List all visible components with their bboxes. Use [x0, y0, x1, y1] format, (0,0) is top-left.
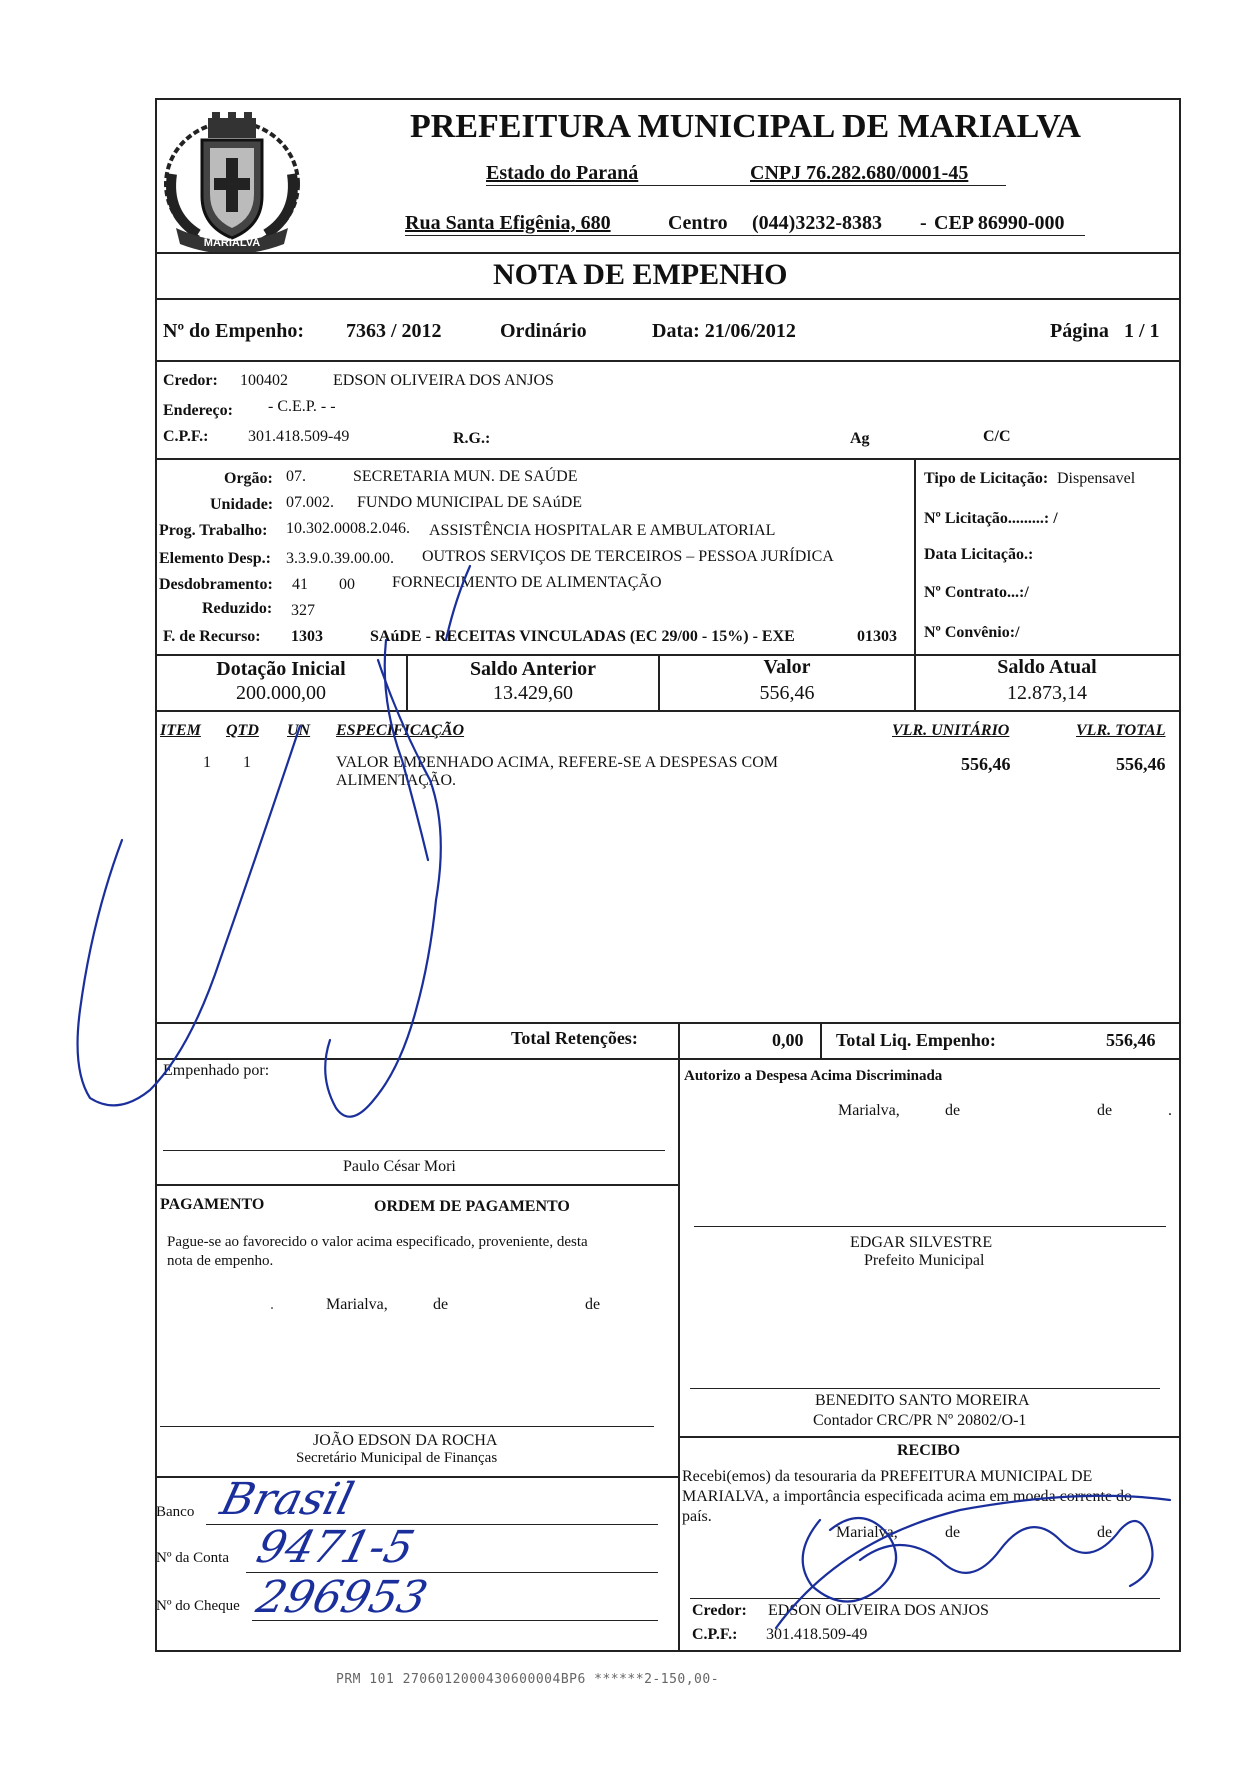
elem-name: OUTROS SERVIÇOS DE TERCEIROS – PESSOA JURÍDICA — [422, 548, 834, 565]
row-total: 556,46 — [1116, 754, 1166, 774]
saldo-rule — [155, 710, 1179, 712]
prefeito-role: Prefeito Municipal — [864, 1252, 985, 1269]
municipal-seal-icon — [158, 104, 306, 256]
right-date-dot: . — [1168, 1102, 1172, 1119]
totals-divider-2 — [820, 1022, 822, 1058]
saldo-anterior-label: Saldo Anterior — [469, 658, 597, 680]
recibo-title: RECIBO — [897, 1442, 961, 1459]
empenhado-name: Paulo César Mori — [343, 1158, 456, 1175]
empenho-date: Data: 21/06/2012 — [652, 320, 796, 342]
saldo-atual-label: Saldo Atual — [997, 656, 1097, 678]
credor-rule — [155, 458, 1179, 460]
cpf-label: C.P.F.: — [163, 428, 209, 445]
recurso-code: 1303 — [291, 628, 323, 645]
cheque-handwritten: 296953 — [251, 1572, 433, 1623]
orgao-name: SECRETARIA MUN. DE SAÚDE — [353, 468, 578, 485]
pagamento-rule — [155, 1184, 679, 1186]
banco-handwritten: Brasil — [215, 1474, 359, 1525]
header-state: Estado do Paraná — [486, 162, 639, 184]
right-date-place: Marialva, — [838, 1102, 900, 1119]
conta-label: Nº da Conta — [156, 1550, 229, 1566]
pague-line1: Pague-se ao favorecido o valor acima especificado, proveniente, desta — [167, 1234, 588, 1250]
contador-name: BENEDITO SANTO MOREIRA — [815, 1392, 1030, 1409]
recibo-rule — [678, 1436, 1179, 1438]
header-title: PREFEITURA MUNICIPAL DE MARIALVA — [410, 108, 1081, 145]
recibo-credor-label: Credor: — [692, 1602, 747, 1619]
conta-handwritten: 9471-5 — [251, 1522, 420, 1573]
data-licitacao: Data Licitação.: — [924, 546, 1034, 563]
empenho-label: Nº do Empenho: — [163, 320, 305, 342]
title-top-rule — [155, 252, 1179, 254]
page-label: Página — [1050, 320, 1109, 342]
credor-label: Credor: — [163, 372, 218, 389]
contador-role: Contador CRC/PR Nº 20802/O-1 — [813, 1412, 1027, 1429]
credor-code: 100402 — [240, 372, 288, 389]
totals-bottom-rule — [155, 1058, 1179, 1060]
cheque-label: Nº do Cheque — [156, 1598, 240, 1614]
desd-sub: 00 — [339, 576, 355, 593]
desd-label: Desdobramento: — [159, 576, 273, 593]
address-rule — [405, 235, 1085, 236]
left-date-de1: de — [433, 1296, 449, 1313]
title-bottom-rule — [155, 298, 1179, 300]
secretario-signature-line — [160, 1426, 654, 1427]
col-qtd: QTD — [226, 722, 259, 739]
orgao-code: 07. — [286, 468, 306, 485]
col-vlr-total: VLR. TOTAL — [1076, 722, 1166, 739]
rg-label: R.G.: — [453, 430, 491, 447]
col-especificacao: ESPECIFICAÇÃO — [336, 722, 465, 739]
header-rule — [486, 185, 1006, 186]
autorizo-label: Autorizo a Despesa Acima Discriminada — [684, 1068, 943, 1084]
prog-code: 10.302.0008.2.046. — [286, 520, 410, 537]
recibo-date-de2: de — [1097, 1524, 1113, 1541]
valor-value: 556,46 — [759, 682, 815, 704]
prog-label: Prog. Trabalho: — [159, 522, 268, 539]
liquido-value: 556,46 — [1106, 1030, 1156, 1050]
numero-convenio: Nº Convênio:/ — [924, 624, 1020, 641]
header-cep: CEP 86990-000 — [934, 212, 1065, 234]
header-phone: (044)3232-8383 — [752, 212, 882, 234]
budget-divider — [914, 458, 916, 654]
secretario-name: JOÃO EDSON DA ROCHA — [313, 1432, 498, 1449]
bottom-divider — [678, 1058, 680, 1650]
retencoes-value: 0,00 — [772, 1030, 804, 1050]
pagamento-label: PAGAMENTO — [160, 1196, 265, 1213]
tipo-licitacao-label: Tipo de Licitação: — [924, 470, 1049, 487]
row-qtd: 1 — [243, 754, 251, 771]
doc-title: NOTA DE EMPENHO — [493, 258, 788, 291]
right-date-de2: de — [1097, 1102, 1113, 1119]
prefeito-signature-line — [694, 1226, 1166, 1227]
endereco-value: - C.E.P. - - — [268, 398, 336, 415]
liquido-label: Total Liq. Empenho: — [836, 1030, 996, 1050]
col-un: UN — [287, 722, 311, 739]
cc-label: C/C — [983, 428, 1011, 445]
tipo-licitacao-value: Dispensavel — [1057, 470, 1136, 487]
recibo-signature-line — [690, 1598, 1160, 1599]
prefeito-name: EDGAR SILVESTRE — [850, 1234, 993, 1251]
left-date-place: Marialva, — [326, 1296, 388, 1313]
desd-name: FORNECIMENTO DE ALIMENTAÇÃO — [392, 574, 662, 591]
saldo-atual-value: 12.873,14 — [1007, 682, 1087, 704]
header-cnpj: CNPJ 76.282.680/0001-45 — [750, 162, 969, 184]
left-date-dot: . — [270, 1296, 274, 1313]
row-item: 1 — [203, 754, 211, 771]
orgao-label: Orgão: — [224, 470, 273, 487]
col-item: ITEM — [160, 722, 201, 739]
recibo-date-place: Marialva, — [836, 1524, 898, 1541]
row-desc-line2: ALIMENTAÇÃO. — [336, 772, 457, 789]
empenho-rule — [155, 360, 1179, 362]
recibo-cpf-label: C.P.F.: — [692, 1626, 738, 1643]
header-address: Rua Santa Efigênia, 680 — [405, 212, 611, 234]
header-district: Centro — [668, 212, 728, 234]
pague-line2: nota de empenho. — [167, 1253, 274, 1269]
recurso-name: SAúDE - RECEITAS VINCULADAS (EC 29/00 - 15%) - EXE — [370, 628, 795, 645]
dotacao-value: 200.000,00 — [236, 682, 326, 704]
valor-label: Valor — [763, 656, 811, 678]
reduzido-code: 327 — [291, 602, 315, 619]
recibo-cpf-value: 301.418.509-49 — [766, 1626, 868, 1643]
totals-top-rule — [155, 1022, 1179, 1024]
footer-stamp: PRM 101 2706012000430600004BP6 ******2-150,00- — [336, 1672, 720, 1687]
empenhado-signature-line — [163, 1150, 665, 1151]
dotacao-label: Dotação Inicial — [216, 658, 346, 680]
saldo-anterior-value: 13.429,60 — [493, 682, 573, 704]
secretario-role: Secretário Municipal de Finanças — [296, 1450, 498, 1466]
unidade-name: FUNDO MUNICIPAL DE SAúDE — [357, 494, 583, 511]
desd-code: 41 — [292, 576, 308, 593]
unidade-label: Unidade: — [210, 496, 274, 513]
reduzido-label: Reduzido: — [202, 600, 273, 617]
elem-label: Elemento Desp.: — [159, 550, 271, 567]
credor-name: EDSON OLIVEIRA DOS ANJOS — [333, 372, 554, 389]
row-unit: 556,46 — [961, 754, 1011, 774]
recibo-line3: país. — [682, 1508, 712, 1525]
row-desc-line1: VALOR EMPENHADO ACIMA, REFERE-SE A DESPESAS COM — [336, 754, 778, 771]
retencoes-label: Total Retenções: — [511, 1028, 638, 1048]
empenho-number: 7363 / 2012 — [346, 320, 442, 342]
totals-divider-1 — [678, 1022, 680, 1058]
cpf-value: 301.418.509-49 — [248, 428, 350, 445]
col-vlr-unitario: VLR. UNITÁRIO — [892, 722, 1010, 739]
left-date-de2: de — [585, 1296, 601, 1313]
recurso-label: F. de Recurso: — [163, 628, 261, 645]
recurso-code2: 01303 — [857, 628, 897, 645]
numero-licitacao: Nº Licitação.........: / — [924, 510, 1058, 527]
ordem-pagamento-label: ORDEM DE PAGAMENTO — [374, 1198, 570, 1215]
numero-contrato: Nº Contrato...:/ — [924, 584, 1029, 601]
right-date-de1: de — [945, 1102, 961, 1119]
unidade-code: 07.002. — [286, 494, 334, 511]
recibo-line2: MARIALVA, a importância especificada acima em moeda corrente do — [682, 1488, 1133, 1505]
banco-label: Banco — [156, 1504, 195, 1520]
svg-text:MARIALVA: MARIALVA — [203, 237, 261, 249]
prog-name: ASSISTÊNCIA HOSPITALAR E AMBULATORIAL — [429, 522, 776, 539]
empenho-type: Ordinário — [500, 320, 587, 342]
elem-code: 3.3.9.0.39.00.00. — [286, 550, 394, 567]
ag-label: Ag — [850, 430, 870, 447]
empenhado-label: Empenhado por: — [163, 1062, 270, 1079]
contador-signature-line — [690, 1388, 1160, 1389]
recibo-line1: Recebi(emos) da tesouraria da PREFEITURA MUNICIPAL DE — [682, 1468, 1093, 1485]
endereco-label: Endereço: — [163, 402, 233, 419]
header-dash: - — [920, 212, 927, 234]
recibo-credor-name: EDSON OLIVEIRA DOS ANJOS — [768, 1602, 989, 1619]
page-number: 1 / 1 — [1124, 320, 1160, 342]
recibo-date-de1: de — [945, 1524, 961, 1541]
